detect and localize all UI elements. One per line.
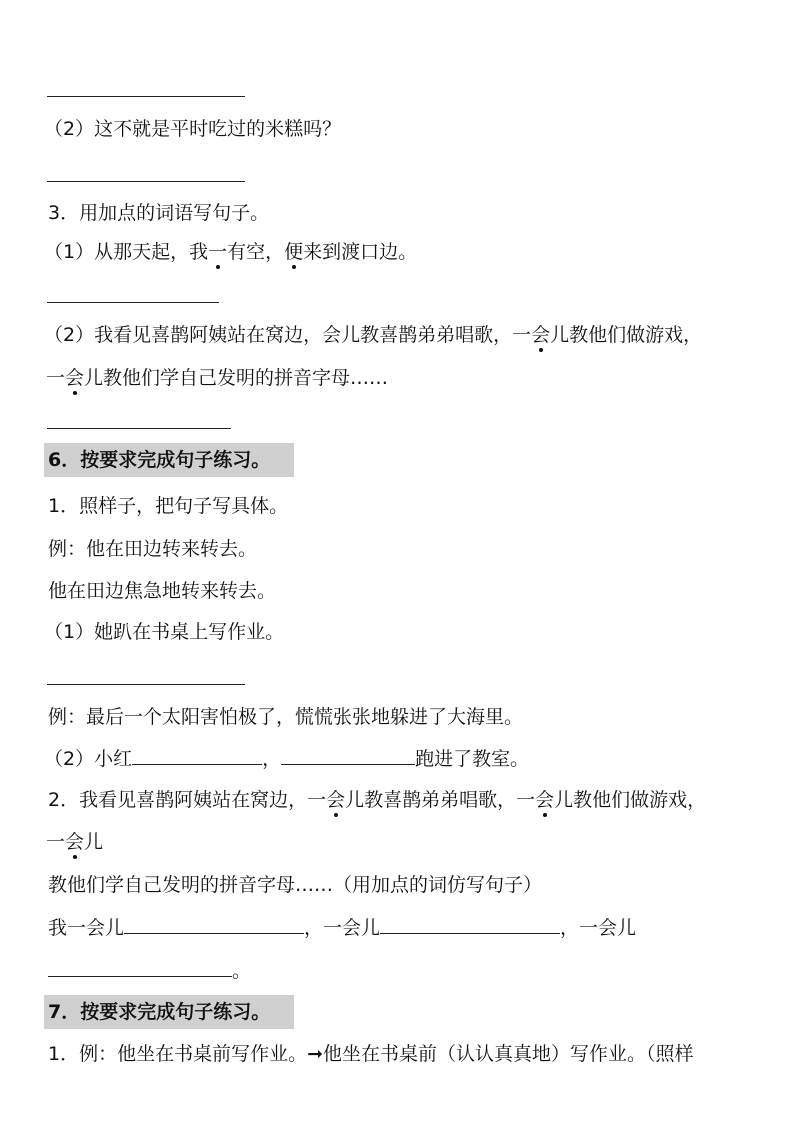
dotted-word: 一会儿 — [516, 789, 574, 811]
dotted-word: 一会儿 — [512, 324, 570, 346]
answer-line — [47, 96, 245, 97]
fill-blank[interactable] — [132, 746, 262, 765]
fill-blank[interactable] — [380, 915, 560, 934]
text: 教喜鹊弟弟唱歌， — [364, 789, 517, 811]
section-7-title: 7．按要求完成句子练习。 — [48, 1001, 271, 1023]
sec6-q2-line-2 — [46, 830, 103, 854]
dotted-word: 便 — [284, 241, 304, 263]
q2-item-2: （2）这不就是平时吃过的米糕吗？ — [44, 118, 342, 140]
sec6-q2-line-4 — [48, 915, 636, 940]
sec6-example-1: 例：他在田边转来转去。 — [48, 538, 258, 560]
section-7-header — [44, 995, 294, 1029]
section-6-header — [44, 443, 294, 477]
sec6-q2-line-3: 教他们学自己发明的拼音字母……（用加点的词仿写句子） — [48, 874, 543, 896]
text: ，一会儿 — [560, 917, 637, 939]
text: 有空， — [227, 241, 285, 263]
answer-line — [47, 181, 245, 182]
sec6-q2-line-5 — [48, 958, 251, 983]
answer-line — [47, 428, 231, 429]
fill-blank[interactable] — [281, 746, 415, 765]
sec6-q1-item-1: （1）她趴在书桌上写作业。 — [44, 621, 285, 643]
dotted-word: 一会儿 — [46, 367, 104, 389]
text: ，一会儿 — [304, 917, 381, 939]
answer-line — [47, 302, 219, 303]
answer-line — [47, 684, 245, 685]
text: 。 — [232, 960, 252, 982]
fill-blank[interactable] — [48, 958, 232, 977]
text: 2．我看见喜鹊阿姨站在窝边， — [48, 789, 308, 811]
q3-title: 3．用加点的词语写句子。 — [48, 202, 270, 224]
q3-sentence-2-line-1 — [44, 323, 702, 347]
text: 来到渡口边。 — [303, 241, 418, 263]
dotted-word: 一会儿 — [46, 831, 104, 853]
sec6-example-2: 例：最后一个太阳害怕极了，慌慌张张地躲进了大海里。 — [48, 706, 524, 728]
section-6-title: 6．按要求完成句子练习。 — [48, 449, 271, 471]
text: （2）小红 — [44, 748, 133, 770]
text: 我一会儿 — [48, 917, 125, 939]
dotted-word: 一 — [208, 241, 228, 263]
sec6-example-1-answer: 他在田边焦急地转来转去。 — [48, 580, 277, 602]
q3-sentence-2-line-2 — [46, 366, 388, 390]
text: 教他们学自己发明的拼音字母…… — [103, 367, 389, 389]
text: 教他们做游戏， — [569, 324, 703, 346]
text: 跑进了教室。 — [415, 748, 530, 770]
sec6-q2-line-1 — [48, 788, 706, 812]
fill-blank[interactable] — [124, 915, 304, 934]
sec7-q1: 1．例：他坐在书桌前写作业。➞他坐在书桌前（认认真真地）写作业。（照样 — [48, 1043, 694, 1065]
sec6-q1-title: 1．照样子，把句子写具体。 — [48, 495, 289, 517]
text: （2）我看见喜鹊阿姨站在窝边，会儿教喜鹊弟弟唱歌， — [44, 324, 513, 346]
text: 教他们做游戏， — [573, 789, 707, 811]
sec6-q1-item-2 — [44, 746, 529, 771]
dotted-word: 一会儿 — [307, 789, 365, 811]
text: （1）从那天起，我 — [44, 241, 209, 263]
q3-sentence-1 — [44, 240, 417, 264]
text: ， — [262, 748, 282, 770]
